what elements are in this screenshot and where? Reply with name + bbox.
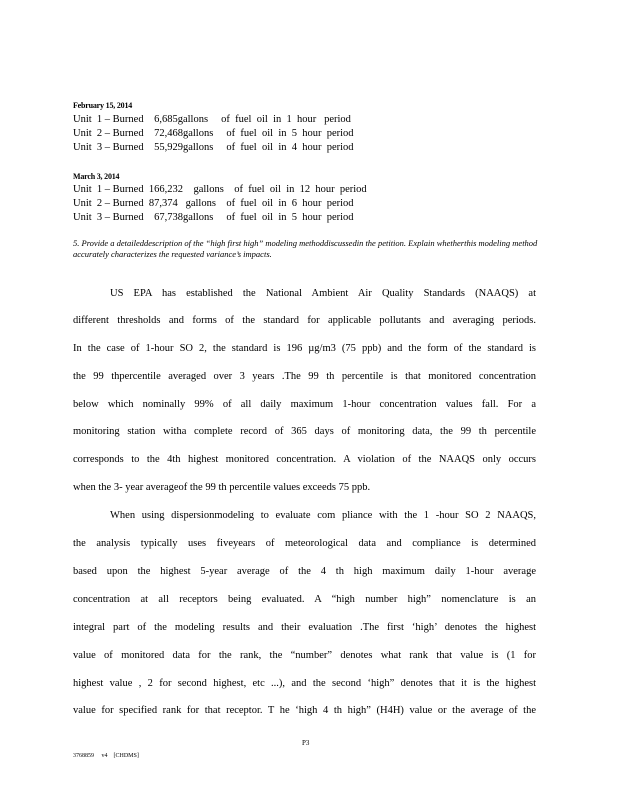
fuel-usage-line: Unit 3 – Burned 55,929gallons of fuel oil in 4 hour period	[73, 142, 354, 153]
paragraph-line: highest value , 2 for second highest, etc ...), and the second ‘high” denotes that it is the highest	[73, 678, 536, 689]
fuel-usage-line: Unit 2 – Burned 87,374 gallons of fuel oil in 6 hour period	[73, 198, 354, 209]
paragraph-line: concentration at all receptors being evaluated. A “high number high” nomenclature is an	[73, 594, 536, 605]
fuel-usage-line: Unit 2 – Burned 72,468gallons of fuel oil in 5 hour period	[73, 128, 354, 139]
paragraph-line: below which nominally 99% of all daily maximum 1-hour concentration values fall. For a	[73, 399, 536, 410]
paragraph-line: the analysis typically uses fiveyears of meteorological data and compliance is determined	[73, 538, 536, 549]
paragraph-line: the 99 thpercentile averaged over 3 years .The 99 th percentile is that monitored concentration	[73, 371, 536, 382]
fuel-usage-line: Unit 1 – Burned 166,232 gallons of fuel oil in 12 hour period	[73, 184, 367, 195]
paragraph-line: value of monitored data for the rank, the “number” denotes what rank that value is (1 for	[73, 650, 536, 661]
paragraph-line: different thresholds and forms of the standard for applicable pollutants and averaging periods.	[73, 315, 536, 326]
paragraph-line: US EPA has established the National Ambient Air Quality Standards (NAAQS) at	[110, 288, 536, 299]
date-heading-february: February 15, 2014	[73, 101, 133, 110]
paragraph-line: monitoring station witha complete record of 365 days of monitoring data, the 99 th percentile	[73, 426, 536, 437]
page-number: P3	[302, 739, 310, 747]
paragraph-line: corresponds to the 4th highest monitored concentration. A violation of the NAAQS only occurs	[73, 454, 536, 465]
question-text: 5. Provide a detaileddescription of the “high first high” modeling methoddiscussedin the petition. Explain whetherthis modeling method accurately characterizes the requested variance’s impacts.	[73, 238, 538, 259]
fuel-usage-line: Unit 1 – Burned 6,685gallons of fuel oil in 1 hour period	[73, 114, 351, 125]
paragraph-line: value for specified rank for that receptor. T he ‘high 4 th high” (H4H) value or the average of the	[73, 705, 536, 716]
paragraph-line: when the 3- year averageof the 99 th percentile values exceeds 75 ppb.	[73, 482, 371, 493]
paragraph-line: integral part of the modeling results and their evaluation .The first ‘high’ denotes the highest	[73, 622, 536, 633]
fuel-usage-line: Unit 3 – Burned 67,738gallons of fuel oil in 5 hour period	[73, 212, 354, 223]
paragraph-line: In the case of 1-hour SO 2, the standard is 196 µg/m3 (75 ppb) and the form of the standard is	[73, 343, 536, 354]
document-id: 3768859 v4 [CHDMS]	[73, 753, 139, 759]
date-heading-march: March 3, 2014	[73, 172, 120, 181]
paragraph-line: based upon the highest 5-year average of the 4 th high maximum daily 1-hour average	[73, 566, 536, 577]
paragraph-line: When using dispersionmodeling to evaluate com pliance with the 1 -hour SO 2 NAAQS,	[110, 510, 536, 521]
